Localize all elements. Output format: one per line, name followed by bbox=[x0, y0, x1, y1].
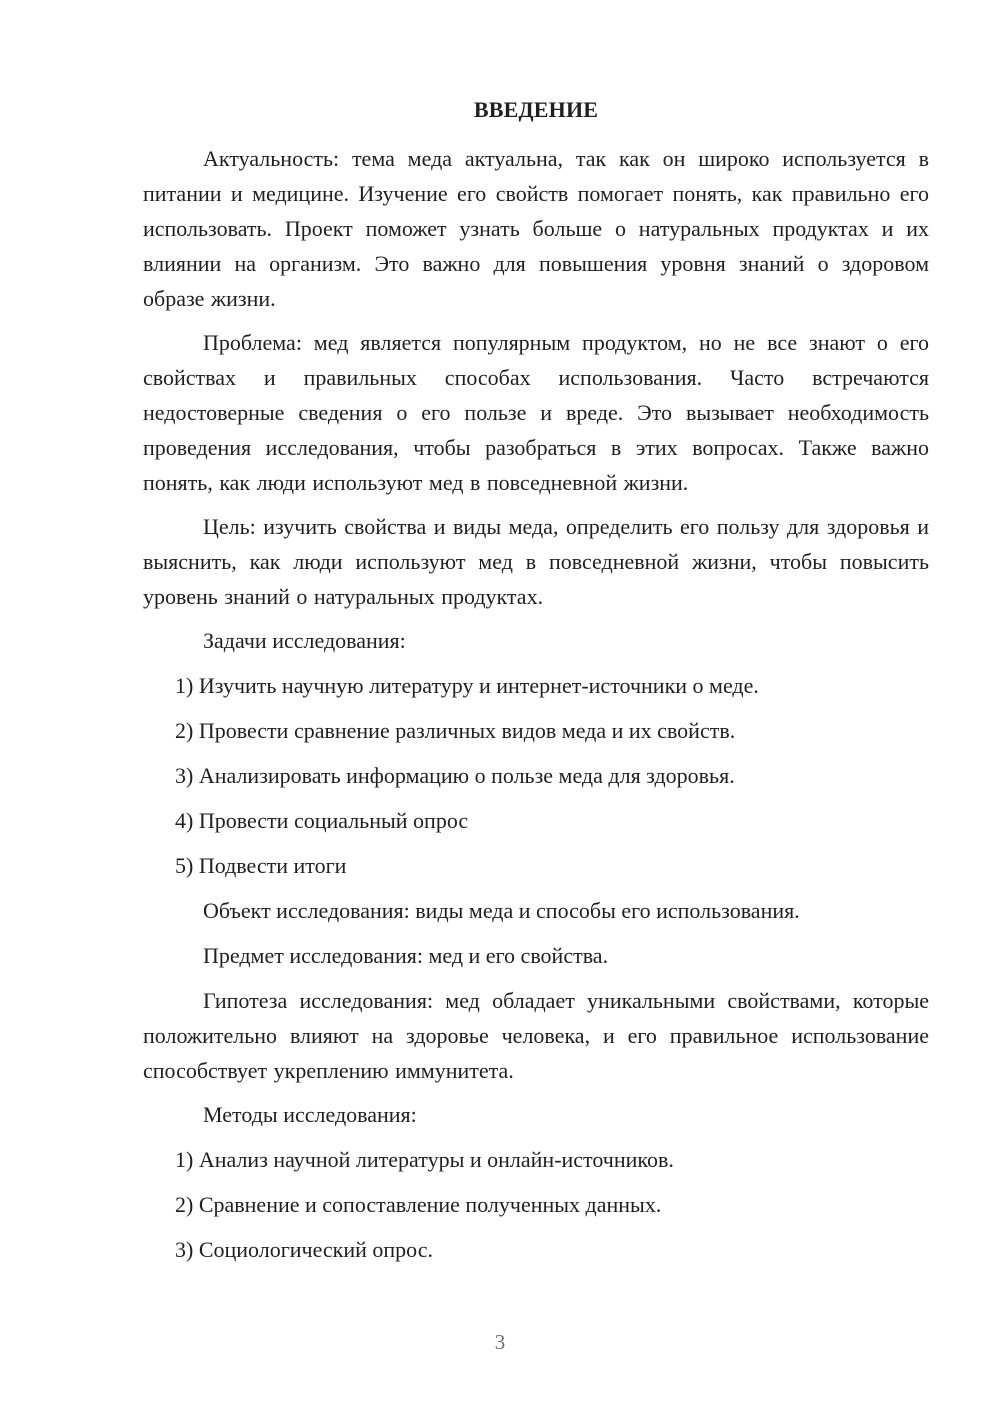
section-title: ВВЕДЕНИЕ bbox=[473, 97, 599, 122]
page-number: 3 bbox=[494, 1330, 506, 1354]
task-item-4: 4) Провести социальный опрос bbox=[175, 808, 469, 833]
method-item-2: 2) Сравнение и сопоставление полученных данных. bbox=[175, 1192, 662, 1217]
paragraph-problem: Проблема: мед является популярным продуктом, но не все знают о его свойствах и правильных способах использования. Часто встречаются недостоверные сведения о его пользе и вреде. Это вызывает необходимость проведения исследования, чтобы разобраться в этих вопросах. Также важно понять, как люди используют мед в повседневной жизни. bbox=[143, 330, 929, 495]
methods-heading: Методы исследования: bbox=[203, 1102, 417, 1127]
research-subject: Предмет исследования: мед и его свойства. bbox=[203, 943, 609, 968]
task-item-1: 1) Изучить научную литературу и интернет-источники о меде. bbox=[175, 673, 759, 698]
task-item-2: 2) Провести сравнение различных видов меда и их свойств. bbox=[175, 718, 736, 743]
tasks-heading: Задачи исследования: bbox=[203, 628, 406, 653]
task-item-3: 3) Анализировать информацию о пользе меда для здоровья. bbox=[175, 763, 735, 788]
paragraph-relevance: Актуальность: тема меда актуальна, так как он широко используется в питании и медицине. Изучение его свойств помогает понять, как правильно его использовать. Проект поможет узнать больше о натуральных продуктах и их влиянии на организм. Это важно для повышения уровня знаний о здоровом образе жизни. bbox=[143, 146, 929, 311]
paragraph-goal: Цель: изучить свойства и виды меда, определить его пользу для здоровья и выяснить, как люди используют мед в повседневной жизни, чтобы повысить уровень знаний о натуральных продуктах. bbox=[143, 514, 929, 609]
method-item-1: 1) Анализ научной литературы и онлайн-источников. bbox=[175, 1147, 674, 1172]
method-item-3: 3) Социологический опрос. bbox=[175, 1237, 433, 1262]
document-page bbox=[143, 95, 929, 1277]
research-object: Объект исследования: виды меда и способы его использования. bbox=[203, 898, 800, 923]
task-item-5: 5) Подвести итоги bbox=[175, 853, 347, 878]
paragraph-hypothesis: Гипотеза исследования: мед обладает уникальными свойствами, которые положительно влияют на здоровье человека, и его правильное использование способствует укреплению иммунитета. bbox=[143, 988, 929, 1083]
